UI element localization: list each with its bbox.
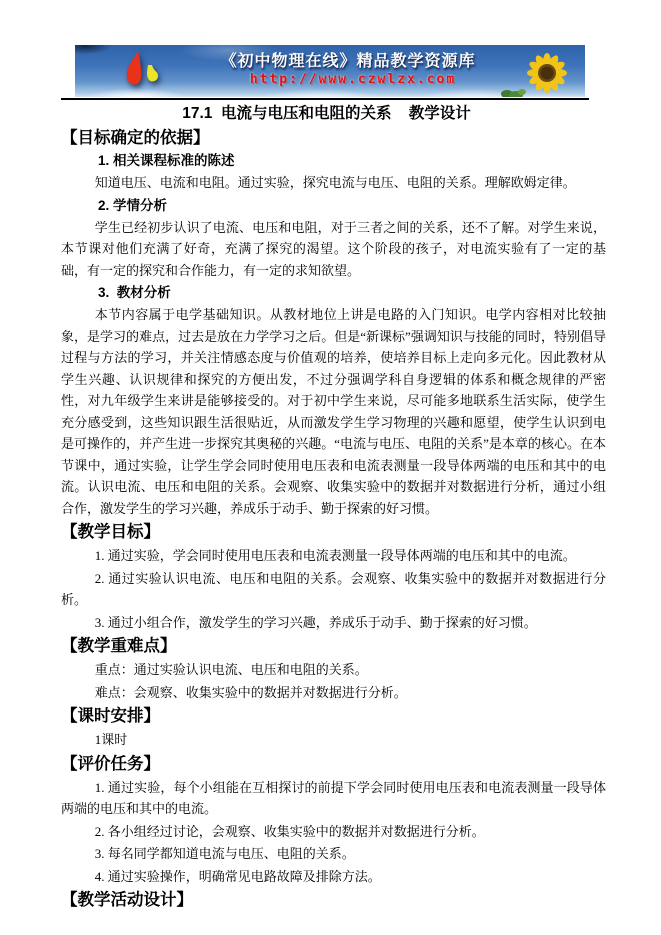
flame-logo-icon <box>121 50 167 92</box>
header-divider <box>61 98 589 100</box>
key-point-item: 重点：通过实验认识电流、电压和电阻的关系。 <box>94 662 368 677</box>
teaching-goal-item: 3. 通过小组合作，激发学生的学习兴趣，养成乐于动手、勤于探索的好习惯。 <box>94 614 537 630</box>
section-heading-key-difficulties: 【教学重难点】 <box>61 637 177 655</box>
subheading-material-analysis: 3. 教材分析 <box>98 285 171 300</box>
paragraph-material-analysis: 本节内容属于电学基础知识。从教材地位上讲是电路的入门知识。电学内容相对比较抽象，是学习的难点，过去是放在力学学习之后。但是“新课标”强调知识与技能的同时，特别倡导过程与方法的学习，并关注情感态度与价值观的培养，使培养目标上走向多元化。因此教材从学生兴趣、认识规律和探究的方便出发，不过分强调学科自身逻辑的体系和概念规律的严密性，对九年级学生来讲是能够接受的。对于初中学生来说，尽可能多地联系生活实际，使学生充分感受到，这些知识跟生活很贴近，从而激发学生学习物理的兴趣和愿望，使学生认识到电是可操作的，并产生进一步探究其奥秘的兴趣。“电流与电压、电阻的关系”是本章的核心。在本节课中，通过实验，让学生学会同时使用电压表和电流表测量一段导体两端的电压和其中的电流。认识电流、电压和电阻的关系。会观察、收集实验中的数据并对数据进行分析，通过小组合作，激发学生的学习兴趣，养成乐于动手、勤于探索的好习惯。 <box>61 307 606 516</box>
evaluation-task-item: 4. 通过实验操作，明确常见电路故障及排除方法。 <box>94 868 381 884</box>
evaluation-task-item: 1. 通过实验，每个小组能在互相探讨的前提下学会同时使用电压表和电流表测量一段导体两端的电压和其中的电流。 <box>61 779 606 816</box>
section-heading-class-hours: 【课时安排】 <box>61 707 160 725</box>
subheading-curriculum-standard: 1. 相关课程标准的陈述 <box>98 153 235 168</box>
banner-brand-text: 《初中物理在线》精品教学资源库 <box>220 53 476 70</box>
teaching-goal-item: 1. 通过实验，学会同时使用电压表和电流表测量一段导体两端的电压和其中的电流。 <box>94 548 576 563</box>
section-heading-activity-design: 【教学活动设计】 <box>61 891 193 909</box>
section-heading-teaching-goals: 【教学目标】 <box>61 523 160 541</box>
teaching-goal-item: 2. 通过实验认识电流、电压和电阻的关系。会观察、收集实验中的数据并对数据进行分析。 <box>61 570 606 607</box>
difficult-point-item: 难点：会观察、收集实验中的数据并对数据进行分析。 <box>94 684 407 700</box>
class-hours-item: 1课时 <box>94 732 128 747</box>
page-title: 17.1 电流与电压和电阻的关系 教学设计 <box>182 105 471 122</box>
site-banner <box>75 45 585 97</box>
banner-url-text: http://www.czwlzx.com <box>249 72 457 87</box>
paragraph-curriculum-standard: 知道电压、电流和电阻。通过实验，探究电流与电压、电阻的关系。理解欧姆定律。 <box>94 175 576 190</box>
foliage-icon <box>501 85 527 97</box>
evaluation-task-item: 3. 每名同学都知道电流与电压、电阻的关系。 <box>94 846 355 861</box>
section-heading-evaluation-tasks: 【评价任务】 <box>61 754 160 773</box>
subheading-learner-analysis: 2. 学情分析 <box>98 197 168 213</box>
evaluation-task-item: 2. 各小组经过讨论，会观察、收集实验中的数据并对数据进行分析。 <box>94 823 485 839</box>
paragraph-learner-analysis: 学生已经初步认识了电流、电压和电阻，对于三者之间的关系，还不了解。对学生来说，本节课对他们充满了好奇，充满了探究的渴望。这个阶段的孩子，对电流实验有了一定的基础，有一定的探究和合作能力，有一定的求知欲望。 <box>61 219 606 278</box>
sunflower-icon <box>525 52 569 94</box>
section-heading-basis: 【目标确定的依据】 <box>61 129 210 147</box>
